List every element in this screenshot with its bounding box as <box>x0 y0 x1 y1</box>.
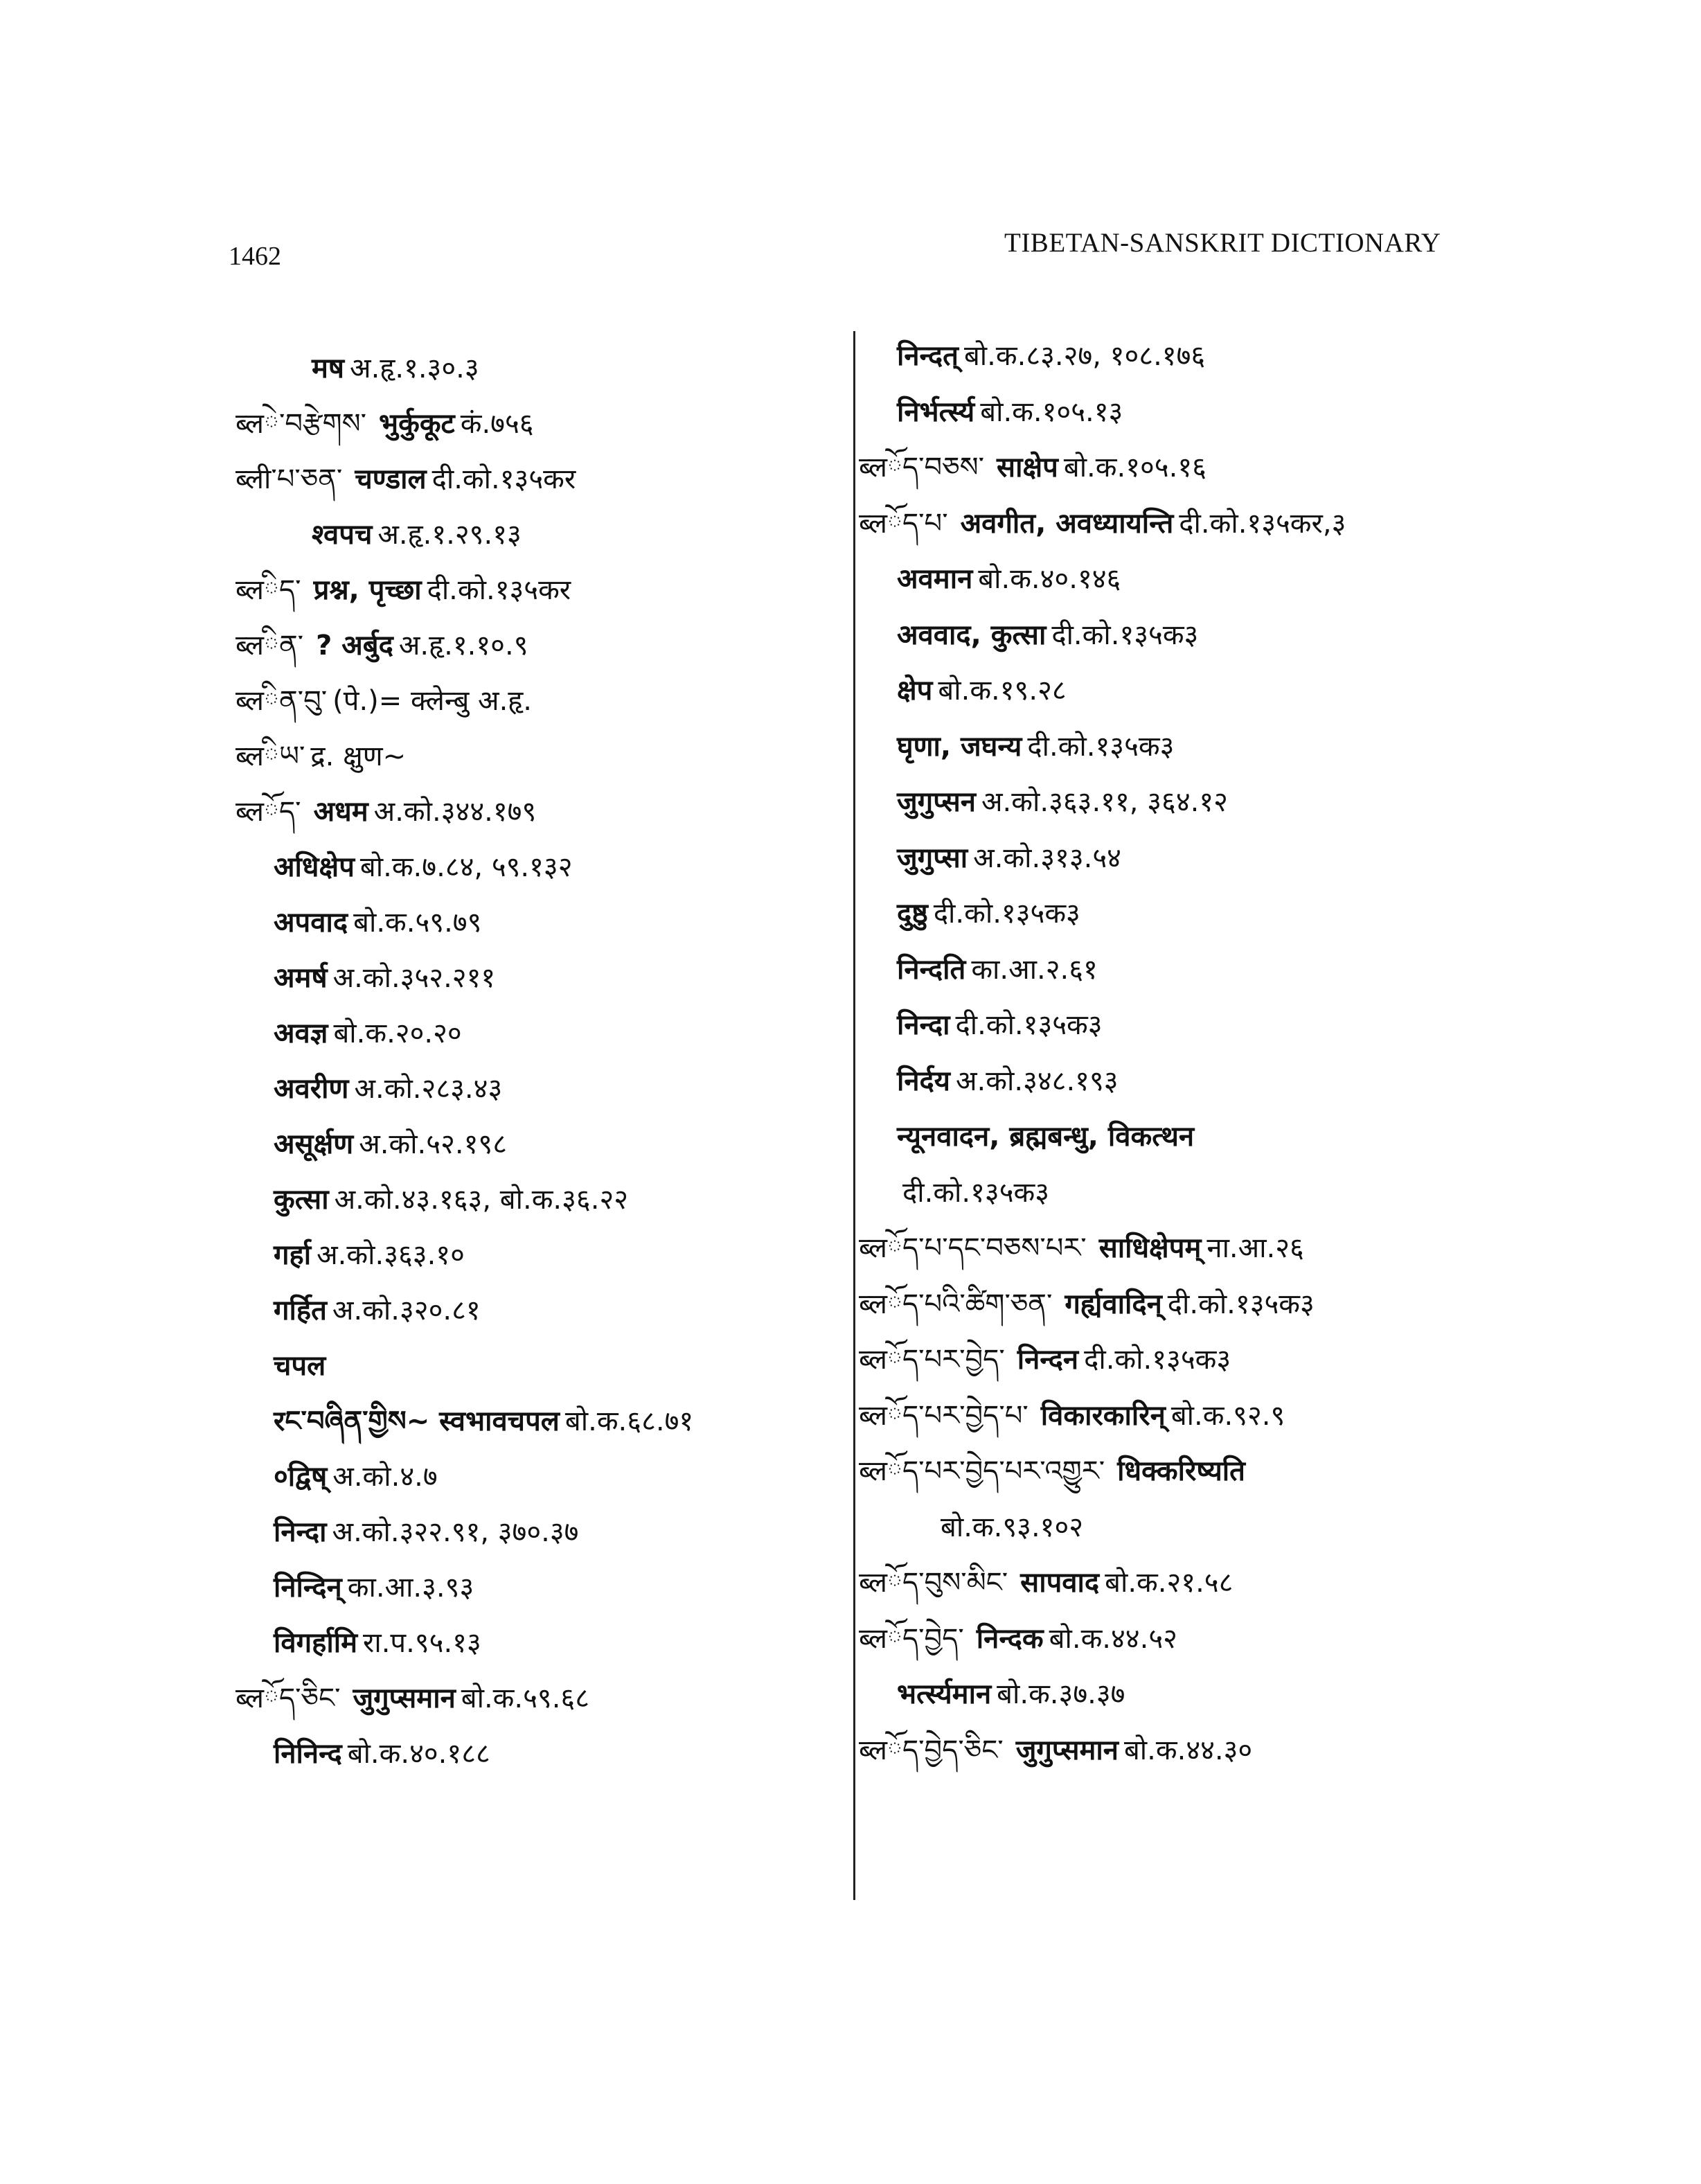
source-reference: दी.को.१३५क३ <box>1027 730 1175 763</box>
source-reference: अ.हृ.१.१०.९ <box>398 630 528 662</box>
sanskrit-term: अपवाद <box>274 907 348 939</box>
sanskrit-term: गर्ह्यवादिन् <box>1065 1288 1162 1320</box>
sanskrit-term: अधम <box>313 796 368 828</box>
tibetan-headword: ब्लོད་པར་བྱེད་པ་ <box>859 1399 1028 1432</box>
source-reference: अ.को.४.७ <box>332 1461 438 1493</box>
dictionary-entry-line <box>859 454 1206 484</box>
dictionary-entry-line <box>274 1405 694 1438</box>
source-reference: दी.को.१३५कर <box>427 574 571 606</box>
source-reference: दी.को.१३५क३ <box>1084 1344 1231 1376</box>
source-reference: बो.क.९३.१०२ <box>941 1511 1084 1543</box>
dictionary-entry-line <box>897 900 1080 930</box>
sanskrit-term: ०द्विष् <box>274 1461 328 1493</box>
sanskrit-term: ? अर्बुद <box>316 630 393 662</box>
sanskrit-term: निन्दा <box>897 1009 950 1041</box>
sanskrit-term: अवरीण <box>274 1073 349 1105</box>
source-reference: बो.क.३७.३७ <box>997 1678 1125 1710</box>
sanskrit-term: निर्भर्त्स्य <box>897 396 975 428</box>
source-reference: का.आ.३.९३ <box>347 1572 474 1604</box>
dictionary-entry-line <box>235 687 532 718</box>
source-reference: अ.को.४३.१६३, बो.क.३६.२२ <box>334 1184 629 1216</box>
sanskrit-term: चपल <box>274 1350 326 1382</box>
sanskrit-term: जुगुप्सन <box>897 786 976 818</box>
sanskrit-term: विकारकारिन् <box>1040 1399 1166 1432</box>
sanskrit-term: जुगुप्सा <box>897 842 968 874</box>
tibetan-headword: ब्लིན་བུ་ <box>235 685 328 717</box>
source-reference: दी.को.१३५क३ <box>955 1009 1103 1041</box>
sanskrit-term: साक्षेप <box>997 452 1058 483</box>
dictionary-entry-line <box>935 1513 1083 1544</box>
dictionary-entry-line <box>859 1399 1285 1432</box>
dictionary-entry-line <box>897 342 1205 373</box>
sanskrit-term: जुगुप्समान <box>1015 1734 1119 1766</box>
sanskrit-term: श्वपच <box>312 519 373 551</box>
page-number: 1462 <box>229 242 281 271</box>
sanskrit-term: घृणा, जघन्य <box>897 730 1022 763</box>
sanskrit-term: असूर्क्षण <box>274 1128 354 1160</box>
dictionary-entry-line <box>274 1075 502 1106</box>
dictionary-entry-line <box>274 1020 462 1050</box>
dictionary-entry-line <box>859 1457 1245 1488</box>
source-reference: बो.क.४४.३० <box>1123 1734 1253 1766</box>
source-reference: दी.को.१३५कर,३ <box>1179 507 1346 540</box>
source-reference: बो.क.४०.१४६ <box>978 563 1121 595</box>
tibetan-headword: ब्लོད་པར་བྱེད་པར་འགྱུར་ <box>859 1455 1105 1487</box>
dictionary-entry-line <box>235 1685 589 1715</box>
sanskrit-term: अवगीत, अवध्यायन्ति <box>960 507 1174 540</box>
sanskrit-term: न्यूनवादन, ब्रह्मबन्धु, विकत्थन <box>897 1121 1195 1153</box>
sanskrit-term: विगर्हामि <box>274 1627 357 1659</box>
dictionary-entry-line <box>235 798 536 828</box>
sanskrit-term: निन्दत् <box>897 340 959 372</box>
tibetan-headword: ब्लོད་ <box>235 796 301 828</box>
source-reference: अ.को.३४४.१७९ <box>373 796 537 828</box>
sanskrit-term: भर्त्स्यमान <box>897 1678 992 1710</box>
source-reference: अ.को.३२०.८१ <box>332 1295 481 1326</box>
dictionary-entry-line <box>897 565 1121 596</box>
source-reference: अ.को.३२२.९१, ३७०.३७ <box>332 1516 579 1548</box>
tibetan-headword: ब्लིན་ <box>235 630 304 662</box>
dictionary-entry-line <box>897 1067 1119 1098</box>
sanskrit-term: प्रश्न, पृच्छा <box>313 574 422 606</box>
tibetan-headword: ब्ली་པ་ཅན་ <box>235 463 343 495</box>
source-reference: बो.क.६८.७१ <box>564 1405 694 1437</box>
dictionary-entry-line <box>897 1123 1194 1153</box>
dictionary-entry-line <box>235 632 528 662</box>
dictionary-entry-line <box>897 1176 1050 1209</box>
source-reference: अ.हृ.१.२९.१३ <box>377 519 522 551</box>
source-reference: बो.क.४०.१८८ <box>347 1738 490 1770</box>
running-head: TIBETAN-SANSKRIT DICTIONARY <box>1004 228 1441 258</box>
sanskrit-term: धिक्करिष्यति <box>1117 1455 1245 1487</box>
tibetan-headword: ब्लོད་བྱེད་ <box>859 1622 964 1655</box>
sanskrit-term: चण्डाल <box>355 463 427 495</box>
sanskrit-term: दुष्ठु <box>897 898 928 930</box>
dictionary-entry-line <box>859 1346 1231 1376</box>
dictionary-entry-line <box>859 1622 1177 1655</box>
sanskrit-term: अमर्ष <box>274 962 328 994</box>
sanskrit-term: सापवाद <box>1020 1567 1100 1599</box>
dictionary-entry-line <box>274 1574 474 1604</box>
tibetan-headword: ब्लོད་པའི་ཚིག་ཅན་ <box>859 1288 1053 1320</box>
source-reference: बो.क.९२.९ <box>1170 1399 1285 1432</box>
dictionary-entry-line <box>274 1297 481 1327</box>
dictionary-entry-line <box>274 1130 507 1161</box>
dictionary-entry-line <box>235 576 571 607</box>
source-reference: अ.को.२८३.४३ <box>354 1073 503 1105</box>
source-reference: बो.क.२१.५८ <box>1105 1567 1234 1599</box>
tibetan-headword: ब्लོད་བཅས་ <box>859 452 985 483</box>
sanskrit-term: अधिक्षेप <box>274 851 355 883</box>
source-reference: अ.को.३६३.१० <box>317 1239 465 1271</box>
source-reference: दी.को.१३५क३ <box>1167 1288 1315 1320</box>
dictionary-entry-line <box>897 788 1228 819</box>
sanskrit-term: भुर्कुकूट <box>379 408 455 440</box>
source-reference: बो.क.४४.५२ <box>1049 1622 1177 1655</box>
source-reference: अ.को.३६३.११, ३६४.१२ <box>981 786 1228 818</box>
dictionary-entry-line <box>897 1011 1103 1042</box>
dictionary-entry-line <box>274 1463 438 1493</box>
dictionary-entry-line <box>274 1740 490 1770</box>
sanskrit-term: गर्हित <box>274 1295 327 1326</box>
tibetan-headword: ब्लིཡ་ <box>235 740 305 772</box>
source-reference: दी.को.१३५क३ <box>1051 619 1199 651</box>
source-reference: रा.प.९५.१३ <box>363 1627 481 1659</box>
sanskrit-term: कुत्सा <box>274 1184 329 1216</box>
column-divider <box>853 331 855 1900</box>
sanskrit-term: निन्दक <box>976 1622 1044 1655</box>
sanskrit-term: अवज्ञ <box>274 1018 328 1049</box>
source-reference: बो.क.१०५.१६ <box>1063 452 1206 483</box>
dictionary-entry-line <box>274 853 573 884</box>
source-reference: बो.क.५९.७९ <box>353 907 482 939</box>
sanskrit-term: साधिक्षेपम् <box>1098 1232 1202 1264</box>
tibetan-headword: ब्लོད་ཅིང་ <box>235 1683 341 1714</box>
source-reference: अ.को.३४८.१९३ <box>956 1065 1119 1097</box>
dictionary-entry-line <box>859 1569 1233 1599</box>
source-reference: बो.क.५९.६८ <box>461 1683 590 1714</box>
dictionary-entry-line <box>897 730 1175 763</box>
source-reference: अ.हृ.१.३०.३ <box>350 353 479 384</box>
sanskrit-term: निनिन्द <box>274 1738 342 1770</box>
source-reference: बो.क.८३.२७, १०८.१७६ <box>963 340 1206 372</box>
dictionary-entry-line <box>859 1290 1315 1321</box>
source-reference: अ.को.३१३.५४ <box>973 842 1121 874</box>
sanskrit-term: निन्दन <box>1017 1344 1079 1376</box>
source-reference: अ.को.३५२.२११ <box>332 962 496 994</box>
source-reference: का.आ.२.६१ <box>971 953 1098 986</box>
dictionary-entry-line <box>859 1234 1304 1265</box>
sanskrit-term: क्षेप <box>897 675 933 707</box>
sanskrit-term: रང་བཞིན་གྱིས~ स्वभावचपल <box>274 1405 560 1437</box>
dictionary-entry-line <box>859 507 1346 540</box>
tibetan-headword: ब्लོད་པར་བྱེད་ <box>859 1344 1005 1376</box>
tibetan-headword: ब्लིད་ <box>235 574 301 606</box>
dictionary-entry-line <box>897 621 1198 652</box>
source-reference: (पे.)= क्लेन्बु अ.हृ. <box>332 685 533 717</box>
dictionary-entry-line <box>897 844 1121 875</box>
source-reference: अ.को.५२.१९८ <box>359 1128 507 1160</box>
sanskrit-term: गर्हा <box>274 1239 312 1271</box>
dictionary-entry-line <box>274 1186 628 1216</box>
sanskrit-term: निन्दा <box>274 1516 327 1548</box>
dictionary-entry-line <box>274 964 495 995</box>
dictionary-entry-line <box>274 1518 578 1549</box>
dictionary-entry-line <box>897 953 1098 986</box>
sanskrit-term: अववाद, कुत्सा <box>897 619 1047 651</box>
source-reference: दी.को.१३५कर <box>431 463 576 495</box>
source-reference: बो.क.७.८४, ५९.१३२ <box>359 851 573 883</box>
dictionary-entry-line <box>274 1629 481 1660</box>
dictionary-entry-line <box>897 398 1123 429</box>
tibetan-headword: ब्लོད་པ་ <box>859 507 948 540</box>
dictionary-entry-line <box>274 909 481 939</box>
tibetan-headword: ब्लོད་པ་དང་བཅས་པར་ <box>859 1232 1087 1264</box>
sanskrit-term: मष <box>312 353 345 384</box>
dictionary-entry-line <box>235 465 576 496</box>
sanskrit-term: जुगुप्समान <box>353 1683 456 1714</box>
dictionary-entry-line <box>859 1734 1253 1767</box>
sanskrit-term: निन्दति <box>897 953 966 986</box>
sanskrit-term: अवमान <box>897 563 973 595</box>
sanskrit-term: निर्दय <box>897 1065 950 1097</box>
dictionary-entry-line <box>235 410 534 441</box>
sanskrit-term: निन्दिन् <box>274 1572 342 1604</box>
tibetan-headword: ब्लེ་བརྩེགས་ <box>235 408 366 440</box>
dictionary-entry-line <box>897 677 1067 707</box>
dictionary-entry-line <box>235 740 407 773</box>
dictionary-entry-line <box>274 1241 465 1272</box>
source-reference: बो.क.२०.२० <box>333 1018 462 1049</box>
tibetan-headword: ब्लོད་བུས་མིང་ <box>859 1567 1008 1599</box>
dictionary-entry-line <box>312 355 479 385</box>
source-reference: ना.आ.२६ <box>1206 1232 1304 1264</box>
tibetan-headword: ब्लོད་བྱེད་ཅིང་ <box>859 1734 1004 1766</box>
source-reference: दी.को.१३५क३ <box>933 898 1080 930</box>
dictionary-entry-line <box>274 1352 326 1383</box>
dictionary-entry-line <box>897 1680 1125 1711</box>
source-reference: दी.को.१३५क३ <box>902 1176 1050 1209</box>
source-reference: कं.७५६ <box>460 408 534 440</box>
source-reference: बो.क.१०५.१३ <box>980 396 1123 428</box>
source-reference: बो.क.१९.२८ <box>938 675 1067 707</box>
dictionary-entry-line <box>312 521 522 551</box>
source-reference: द्र. क्षुण~ <box>310 740 407 772</box>
